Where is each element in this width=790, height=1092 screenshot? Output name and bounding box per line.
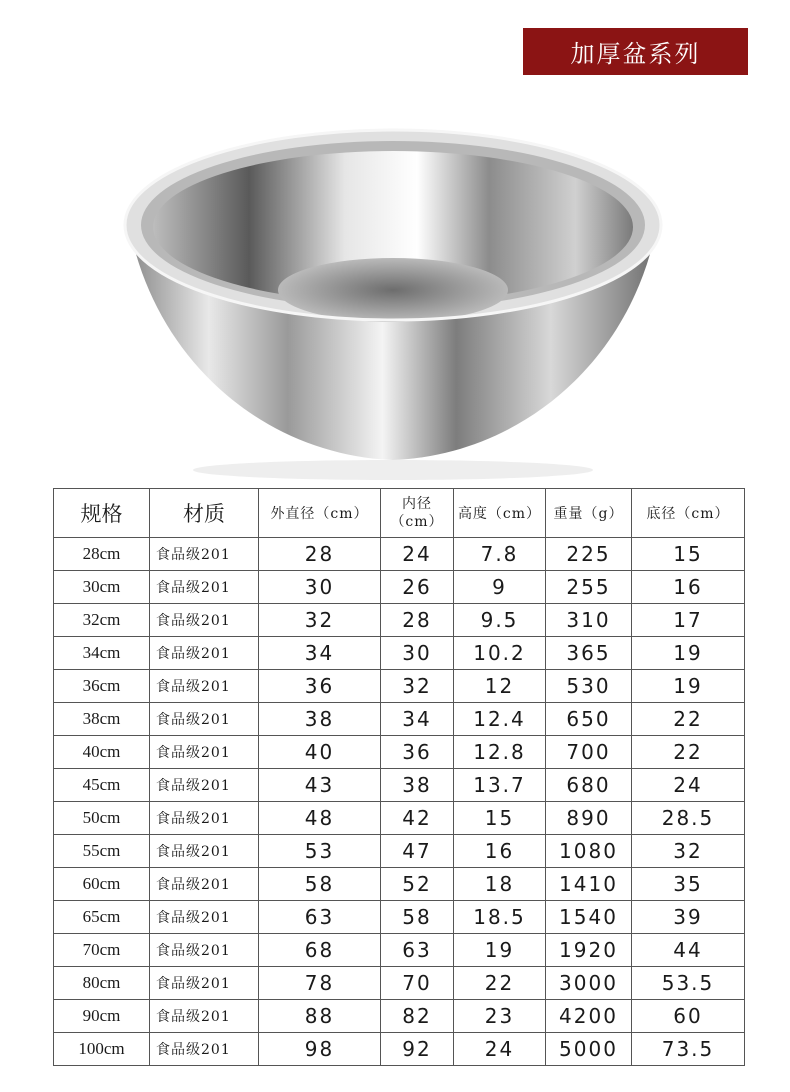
table-row	[54, 802, 745, 835]
cell-material: 食品级201	[150, 538, 259, 571]
table-row	[54, 1000, 745, 1033]
cell-weight: 1410	[546, 868, 632, 901]
cell-height: 18.5	[454, 901, 546, 934]
cell-outer-diameter: 58	[259, 868, 381, 901]
cell-material: 食品级201	[150, 703, 259, 736]
cell-material: 食品级201	[150, 736, 259, 769]
stainless-bowl-image	[118, 115, 668, 485]
cell-spec: 55cm	[54, 835, 150, 868]
cell-material: 食品级201	[150, 637, 259, 670]
cell-spec: 90cm	[54, 1000, 150, 1033]
cell-material: 食品级201	[150, 1000, 259, 1033]
cell-spec: 32cm	[54, 604, 150, 637]
cell-inner-diameter: 38	[381, 769, 454, 802]
cell-inner-diameter: 52	[381, 868, 454, 901]
cell-height: 9.5	[454, 604, 546, 637]
spec-table	[53, 488, 745, 1066]
cell-spec: 30cm	[54, 571, 150, 604]
cell-weight: 1920	[546, 934, 632, 967]
cell-material: 食品级201	[150, 901, 259, 934]
cell-base-diameter: 22	[632, 736, 745, 769]
cell-height: 22	[454, 967, 546, 1000]
cell-spec: 40cm	[54, 736, 150, 769]
cell-weight: 310	[546, 604, 632, 637]
table-row	[54, 736, 745, 769]
cell-height: 10.2	[454, 637, 546, 670]
col-header-inner-diameter	[381, 489, 454, 538]
cell-material: 食品级201	[150, 670, 259, 703]
cell-material: 食品级201	[150, 1033, 259, 1066]
cell-inner-diameter: 47	[381, 835, 454, 868]
cell-outer-diameter: 48	[259, 802, 381, 835]
cell-weight: 680	[546, 769, 632, 802]
table-row	[54, 901, 745, 934]
table-row	[54, 835, 745, 868]
cell-inner-diameter: 30	[381, 637, 454, 670]
col-header-base-diameter: 底径（cm）	[632, 489, 745, 538]
series-title: 加厚盆系列	[570, 40, 701, 68]
cell-weight: 5000	[546, 1033, 632, 1066]
cell-outer-diameter: 43	[259, 769, 381, 802]
cell-inner-diameter: 82	[381, 1000, 454, 1033]
col-header-outer-diameter: 外直径（cm）	[259, 489, 381, 538]
cell-base-diameter: 53.5	[632, 967, 745, 1000]
cell-base-diameter: 16	[632, 571, 745, 604]
cell-weight: 225	[546, 538, 632, 571]
cell-outer-diameter: 38	[259, 703, 381, 736]
cell-inner-diameter: 70	[381, 967, 454, 1000]
col-header-inner-diameter-line2: （cm）	[390, 514, 444, 530]
cell-height: 13.7	[454, 769, 546, 802]
cell-height: 12	[454, 670, 546, 703]
cell-outer-diameter: 98	[259, 1033, 381, 1066]
cell-height: 15	[454, 802, 546, 835]
cell-inner-diameter: 32	[381, 670, 454, 703]
cell-spec: 80cm	[54, 967, 150, 1000]
cell-spec: 38cm	[54, 703, 150, 736]
cell-material: 食品级201	[150, 967, 259, 1000]
cell-spec: 36cm	[54, 670, 150, 703]
cell-material: 食品级201	[150, 934, 259, 967]
cell-weight: 4200	[546, 1000, 632, 1033]
table-row	[54, 703, 745, 736]
table-header-row	[54, 489, 745, 538]
table-row	[54, 967, 745, 1000]
cell-material: 食品级201	[150, 802, 259, 835]
cell-base-diameter: 44	[632, 934, 745, 967]
cell-inner-diameter: 92	[381, 1033, 454, 1066]
cell-base-diameter: 39	[632, 901, 745, 934]
cell-base-diameter: 35	[632, 868, 745, 901]
cell-base-diameter: 19	[632, 637, 745, 670]
cell-inner-diameter: 58	[381, 901, 454, 934]
cell-outer-diameter: 34	[259, 637, 381, 670]
cell-spec: 34cm	[54, 637, 150, 670]
cell-outer-diameter: 32	[259, 604, 381, 637]
cell-outer-diameter: 36	[259, 670, 381, 703]
table-row	[54, 538, 745, 571]
cell-outer-diameter: 63	[259, 901, 381, 934]
table-row	[54, 1033, 745, 1066]
table-row	[54, 769, 745, 802]
cell-outer-diameter: 68	[259, 934, 381, 967]
cell-spec: 45cm	[54, 769, 150, 802]
cell-base-diameter: 17	[632, 604, 745, 637]
cell-height: 23	[454, 1000, 546, 1033]
table-row	[54, 604, 745, 637]
cell-inner-diameter: 63	[381, 934, 454, 967]
cell-weight: 1080	[546, 835, 632, 868]
cell-base-diameter: 60	[632, 1000, 745, 1033]
cell-inner-diameter: 28	[381, 604, 454, 637]
cell-base-diameter: 24	[632, 769, 745, 802]
cell-spec: 70cm	[54, 934, 150, 967]
cell-outer-diameter: 28	[259, 538, 381, 571]
col-header-weight: 重量（g）	[546, 489, 632, 538]
cell-outer-diameter: 40	[259, 736, 381, 769]
cell-spec: 65cm	[54, 901, 150, 934]
cell-height: 12.8	[454, 736, 546, 769]
table-row	[54, 868, 745, 901]
cell-spec: 28cm	[54, 538, 150, 571]
cell-inner-diameter: 36	[381, 736, 454, 769]
col-header-material: 材质	[150, 489, 259, 538]
cell-weight: 650	[546, 703, 632, 736]
col-header-inner-diameter-line1: 内径	[402, 496, 432, 512]
table-row	[54, 571, 745, 604]
cell-height: 18	[454, 868, 546, 901]
spec-table-body	[54, 538, 745, 1066]
cell-material: 食品级201	[150, 835, 259, 868]
cell-spec: 100cm	[54, 1033, 150, 1066]
cell-base-diameter: 32	[632, 835, 745, 868]
cell-material: 食品级201	[150, 604, 259, 637]
cell-height: 7.8	[454, 538, 546, 571]
cell-outer-diameter: 78	[259, 967, 381, 1000]
cell-weight: 365	[546, 637, 632, 670]
cell-weight: 530	[546, 670, 632, 703]
cell-material: 食品级201	[150, 868, 259, 901]
cell-weight: 255	[546, 571, 632, 604]
col-header-spec: 规格	[54, 489, 150, 538]
cell-weight: 3000	[546, 967, 632, 1000]
table-row	[54, 670, 745, 703]
series-title-banner	[523, 28, 748, 75]
cell-height: 16	[454, 835, 546, 868]
cell-base-diameter: 22	[632, 703, 745, 736]
table-row	[54, 934, 745, 967]
cell-material: 食品级201	[150, 571, 259, 604]
cell-weight: 890	[546, 802, 632, 835]
col-header-height: 高度（cm）	[454, 489, 546, 538]
cell-weight: 700	[546, 736, 632, 769]
cell-height: 9	[454, 571, 546, 604]
cell-inner-diameter: 26	[381, 571, 454, 604]
cell-inner-diameter: 24	[381, 538, 454, 571]
cell-height: 19	[454, 934, 546, 967]
cell-base-diameter: 19	[632, 670, 745, 703]
cell-base-diameter: 28.5	[632, 802, 745, 835]
cell-outer-diameter: 30	[259, 571, 381, 604]
cell-base-diameter: 15	[632, 538, 745, 571]
cell-material: 食品级201	[150, 769, 259, 802]
cell-weight: 1540	[546, 901, 632, 934]
cell-height: 24	[454, 1033, 546, 1066]
cell-base-diameter: 73.5	[632, 1033, 745, 1066]
cell-spec: 60cm	[54, 868, 150, 901]
cell-height: 12.4	[454, 703, 546, 736]
cell-spec: 50cm	[54, 802, 150, 835]
cell-inner-diameter: 34	[381, 703, 454, 736]
table-row	[54, 637, 745, 670]
cell-outer-diameter: 88	[259, 1000, 381, 1033]
cell-outer-diameter: 53	[259, 835, 381, 868]
cell-inner-diameter: 42	[381, 802, 454, 835]
